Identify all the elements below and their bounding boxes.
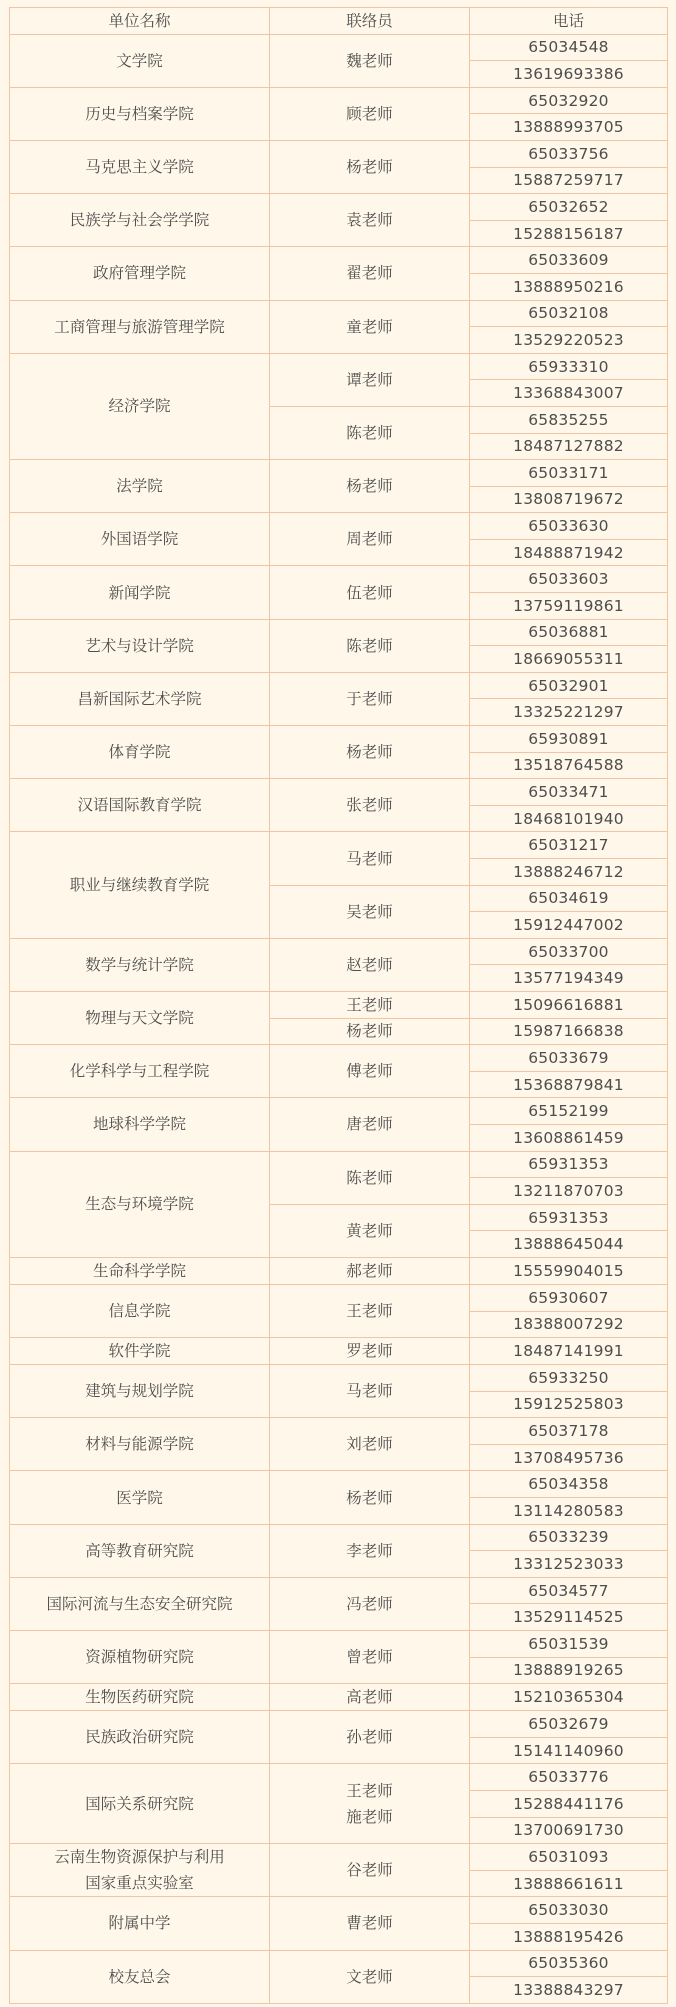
table-row: [10, 87, 668, 114]
contact-name: 王老师: [346, 1781, 393, 1800]
phone-number: 13388843297: [470, 1977, 668, 2004]
unit-name-cell: [10, 1257, 270, 1284]
unit-name-cell: [10, 1524, 270, 1577]
phone-number: 13529114525: [470, 1604, 668, 1631]
table-row: [10, 726, 668, 753]
phone-number: 65033471: [470, 779, 668, 806]
unit-name-cell: [10, 619, 270, 672]
phone-number: 65035360: [470, 1950, 668, 1977]
contact-name: 陈老师: [270, 406, 470, 459]
unit-name-cell: [10, 1098, 270, 1151]
contact-name: 刘老师: [270, 1418, 470, 1471]
unit-name: 工商管理与旅游管理学院: [54, 317, 225, 336]
phone-number: 18468101940: [470, 805, 668, 832]
table-row: [10, 460, 668, 487]
table-row: [10, 1284, 668, 1311]
unit-name: 数学与统计学院: [85, 955, 194, 974]
phone-number: 65036881: [470, 619, 668, 646]
phone-number: 13888993705: [470, 114, 668, 141]
phone-number: 15912525803: [470, 1391, 668, 1418]
phone-number: 13888195426: [470, 1923, 668, 1950]
unit-name-cell: [10, 1338, 270, 1365]
contact-name: 谷老师: [270, 1844, 470, 1897]
contact-name: 孙老师: [270, 1711, 470, 1764]
unit-name: 汉语国际教育学院: [77, 796, 202, 815]
phone-number: 65033603: [470, 566, 668, 593]
unit-name: 云南生物资源保护与利用: [54, 1848, 225, 1867]
phone-number: 65930607: [470, 1284, 668, 1311]
phone-number: 15987166838: [470, 1018, 668, 1045]
table-row: [10, 1577, 668, 1604]
phone-number: 65032901: [470, 672, 668, 699]
unit-name-cell: [10, 1365, 270, 1418]
phone-number: 13888661611: [470, 1870, 668, 1897]
table-row: [10, 1897, 668, 1924]
phone-number: 13529220523: [470, 327, 668, 354]
unit-name: 历史与档案学院: [85, 104, 194, 123]
contact-name: 罗老师: [270, 1338, 470, 1365]
table-row: [10, 300, 668, 327]
unit-name-cell: [10, 1844, 270, 1897]
phone-number: 18669055311: [470, 646, 668, 673]
contact-name: 曾老师: [270, 1631, 470, 1684]
unit-name-cell: [10, 1684, 270, 1711]
contact-name: 魏老师: [270, 34, 470, 87]
table-row: [10, 247, 668, 274]
table-row: [10, 1764, 668, 1791]
phone-number: 15210365304: [470, 1684, 668, 1711]
phone-number: 13708495736: [470, 1444, 668, 1471]
contact-name: 唐老师: [270, 1098, 470, 1151]
phone-number: 13211870703: [470, 1178, 668, 1205]
table-row: [10, 194, 668, 221]
phone-number: 65033239: [470, 1524, 668, 1551]
contact-name: 张老师: [270, 779, 470, 832]
table-row: [10, 1524, 668, 1551]
unit-name: 地球科学学院: [92, 1115, 186, 1134]
unit-name: 生命科学学院: [92, 1261, 186, 1280]
phone-number: 65835255: [470, 406, 668, 433]
phone-number: 18488871942: [470, 539, 668, 566]
contact-name: 黄老师: [270, 1204, 470, 1257]
contact-name: 施老师: [346, 1807, 393, 1826]
unit-name-cell: [10, 460, 270, 513]
contact-name: 伍老师: [270, 566, 470, 619]
contact-directory-table: [9, 7, 668, 2004]
table-row: [10, 672, 668, 699]
table-row: [10, 140, 668, 167]
contact-name: 马老师: [270, 1365, 470, 1418]
table-row: [10, 1950, 668, 1977]
contact-name: 杨老师: [270, 140, 470, 193]
header-phone: 电话: [470, 8, 668, 35]
contact-name: 王老师: [270, 1284, 470, 1337]
unit-name-cell: [10, 300, 270, 353]
contact-name: 陈老师: [270, 1151, 470, 1204]
phone-number: 13608861459: [470, 1124, 668, 1151]
phone-number: 65034577: [470, 1577, 668, 1604]
unit-name: 民族政治研究院: [85, 1728, 194, 1747]
table-row: [10, 566, 668, 593]
unit-name: 物理与天文学院: [85, 1009, 194, 1028]
unit-name: 生物医药研究院: [85, 1688, 194, 1707]
unit-name: 经济学院: [108, 397, 171, 416]
table-row: [10, 1151, 668, 1178]
contact-name: 翟老师: [270, 247, 470, 300]
contact-name: 顾老师: [270, 87, 470, 140]
table-row: [10, 1631, 668, 1658]
unit-name-cell: [10, 938, 270, 991]
table-row: [10, 1365, 668, 1392]
unit-name: 职业与继续教育学院: [69, 876, 210, 895]
unit-name: 民族学与社会学学院: [69, 211, 210, 230]
unit-name-cell: [10, 566, 270, 619]
phone-number: 13759119861: [470, 593, 668, 620]
phone-number: 13518764588: [470, 752, 668, 779]
phone-number: 65933310: [470, 353, 668, 380]
contact-name: 吴老师: [270, 885, 470, 938]
unit-name-cell: [10, 1764, 270, 1844]
unit-name-cell: [10, 1631, 270, 1684]
phone-number: 13888919265: [470, 1657, 668, 1684]
unit-name-cell: [10, 87, 270, 140]
phone-number: 65031217: [470, 832, 668, 859]
phone-number: 65033679: [470, 1045, 668, 1072]
phone-number: 65034548: [470, 34, 668, 61]
table-row: [10, 1098, 668, 1125]
phone-number: 65033700: [470, 938, 668, 965]
unit-name: 文学院: [116, 51, 163, 70]
phone-number: 13368843007: [470, 380, 668, 407]
unit-name: 附属中学: [108, 1914, 171, 1933]
table-row: [10, 1471, 668, 1498]
phone-number: 13888950216: [470, 273, 668, 300]
unit-name-cell: [10, 140, 270, 193]
unit-name: 国家重点实验室: [85, 1874, 194, 1893]
phone-number: 13888645044: [470, 1231, 668, 1258]
phone-number: 15288441176: [470, 1791, 668, 1818]
unit-name: 昌新国际艺术学院: [77, 689, 202, 708]
unit-name-cell: [10, 1284, 270, 1337]
phone-number: 18487141991: [470, 1338, 668, 1365]
unit-name-cell: [10, 513, 270, 566]
contact-name: 于老师: [270, 672, 470, 725]
table-row: [10, 1711, 668, 1738]
unit-name: 外国语学院: [100, 530, 179, 549]
contact-name: 杨老师: [270, 726, 470, 779]
unit-name-cell: [10, 34, 270, 87]
phone-number: 65032652: [470, 194, 668, 221]
unit-name: 艺术与设计学院: [85, 636, 194, 655]
unit-name-cell: [10, 1418, 270, 1471]
contact-name: 杨老师: [270, 1471, 470, 1524]
contact-name: 马老师: [270, 832, 470, 885]
phone-number: 13808719672: [470, 486, 668, 513]
phone-number: 65033630: [470, 513, 668, 540]
contact-name: 李老师: [270, 1524, 470, 1577]
unit-name-cell: [10, 832, 270, 938]
unit-name: 校友总会: [108, 1967, 171, 1986]
table-row: [10, 1844, 668, 1871]
unit-name-cell: [10, 353, 270, 459]
unit-name-cell: [10, 672, 270, 725]
phone-number: 15559904015: [470, 1257, 668, 1284]
contact-name: 谭老师: [270, 353, 470, 406]
contact-name: 杨老师: [270, 460, 470, 513]
unit-name: 政府管理学院: [92, 264, 186, 283]
phone-number: 65931353: [470, 1204, 668, 1231]
phone-number: 65931353: [470, 1151, 668, 1178]
phone-number: 65033756: [470, 140, 668, 167]
unit-name: 生态与环境学院: [85, 1195, 194, 1214]
table-row: [10, 34, 668, 61]
phone-number: 15887259717: [470, 167, 668, 194]
unit-name-cell: [10, 194, 270, 247]
phone-number: 65152199: [470, 1098, 668, 1125]
unit-name-cell: [10, 726, 270, 779]
phone-number: 15141140960: [470, 1737, 668, 1764]
phone-number: 65037178: [470, 1418, 668, 1445]
phone-number: 65031093: [470, 1844, 668, 1871]
directory-body: [10, 34, 668, 2003]
unit-name: 国际河流与生态安全研究院: [46, 1594, 233, 1613]
contact-name: 冯老师: [270, 1577, 470, 1630]
contact-name: 高老师: [270, 1684, 470, 1711]
phone-number: 65033776: [470, 1764, 668, 1791]
table-row: [10, 832, 668, 859]
phone-number: 18487127882: [470, 433, 668, 460]
unit-name: 化学科学与工程学院: [69, 1062, 210, 1081]
contact-name: 袁老师: [270, 194, 470, 247]
phone-number: 65032679: [470, 1711, 668, 1738]
contact-name: 文老师: [270, 1950, 470, 2003]
phone-number: 13577194349: [470, 965, 668, 992]
table-row: [10, 353, 668, 380]
table-row: [10, 1684, 668, 1711]
contact-name: 曹老师: [270, 1897, 470, 1950]
unit-name-cell: [10, 1897, 270, 1950]
table-row: [10, 1418, 668, 1445]
unit-name: 法学院: [116, 477, 163, 496]
phone-number: 15288156187: [470, 220, 668, 247]
phone-number: 18388007292: [470, 1311, 668, 1338]
unit-name-cell: [10, 1045, 270, 1098]
unit-name: 材料与能源学院: [85, 1435, 194, 1454]
table-row: [10, 1045, 668, 1072]
phone-number: 65933250: [470, 1365, 668, 1392]
unit-name-cell: [10, 1577, 270, 1630]
unit-name: 建筑与规划学院: [85, 1382, 194, 1401]
phone-number: 65031539: [470, 1631, 668, 1658]
unit-name-cell: [10, 779, 270, 832]
contact-name: 赵老师: [270, 938, 470, 991]
unit-name-cell: [10, 991, 270, 1044]
table-row: [10, 779, 668, 806]
phone-number: 15368879841: [470, 1071, 668, 1098]
phone-number: 13619693386: [470, 61, 668, 88]
contact-name: 童老师: [270, 300, 470, 353]
phone-number: 65034358: [470, 1471, 668, 1498]
phone-number: 13888246712: [470, 859, 668, 886]
table-row: [10, 991, 668, 1018]
unit-name: 马克思主义学院: [85, 158, 194, 177]
phone-number: 15912447002: [470, 912, 668, 939]
unit-name: 体育学院: [108, 743, 171, 762]
header-row: [10, 8, 668, 35]
phone-number: 65033030: [470, 1897, 668, 1924]
table-row: [10, 938, 668, 965]
phone-number: 13312523033: [470, 1551, 668, 1578]
table-row: [10, 619, 668, 646]
contact-name: 周老师: [270, 513, 470, 566]
contact-name: 郝老师: [270, 1257, 470, 1284]
unit-name-cell: [10, 1711, 270, 1764]
unit-name-cell: [10, 1950, 270, 2003]
phone-number: 13114280583: [470, 1498, 668, 1525]
unit-name: 高等教育研究院: [85, 1541, 194, 1560]
phone-number: 13325221297: [470, 699, 668, 726]
phone-number: 65930891: [470, 726, 668, 753]
table-row: [10, 1338, 668, 1365]
unit-name-cell: [10, 1151, 270, 1257]
unit-name: 医学院: [116, 1488, 163, 1507]
contact-name: 陈老师: [270, 619, 470, 672]
header-contact: 联络员: [270, 8, 470, 35]
unit-name: 资源植物研究院: [85, 1648, 194, 1667]
unit-name-cell: [10, 1471, 270, 1524]
table-row: [10, 513, 668, 540]
header-unit: 单位名称: [10, 8, 270, 35]
table-row: [10, 1257, 668, 1284]
phone-number: 65032108: [470, 300, 668, 327]
phone-number: 15096616881: [470, 991, 668, 1018]
phone-number: 65033171: [470, 460, 668, 487]
unit-name: 国际关系研究院: [85, 1794, 194, 1813]
phone-number: 13700691730: [470, 1817, 668, 1844]
contact-name: 杨老师: [270, 1018, 470, 1045]
unit-name: 信息学院: [108, 1302, 171, 1320]
unit-name: 新闻学院: [108, 583, 171, 602]
phone-number: 65032920: [470, 87, 668, 114]
contact-name: 王老师: [270, 991, 470, 1018]
unit-name: 软件学院: [108, 1342, 171, 1361]
contact-name-cell: [270, 1764, 470, 1844]
contact-name: 傅老师: [270, 1045, 470, 1098]
phone-number: 65033609: [470, 247, 668, 274]
phone-number: 65034619: [470, 885, 668, 912]
unit-name-cell: [10, 247, 270, 300]
